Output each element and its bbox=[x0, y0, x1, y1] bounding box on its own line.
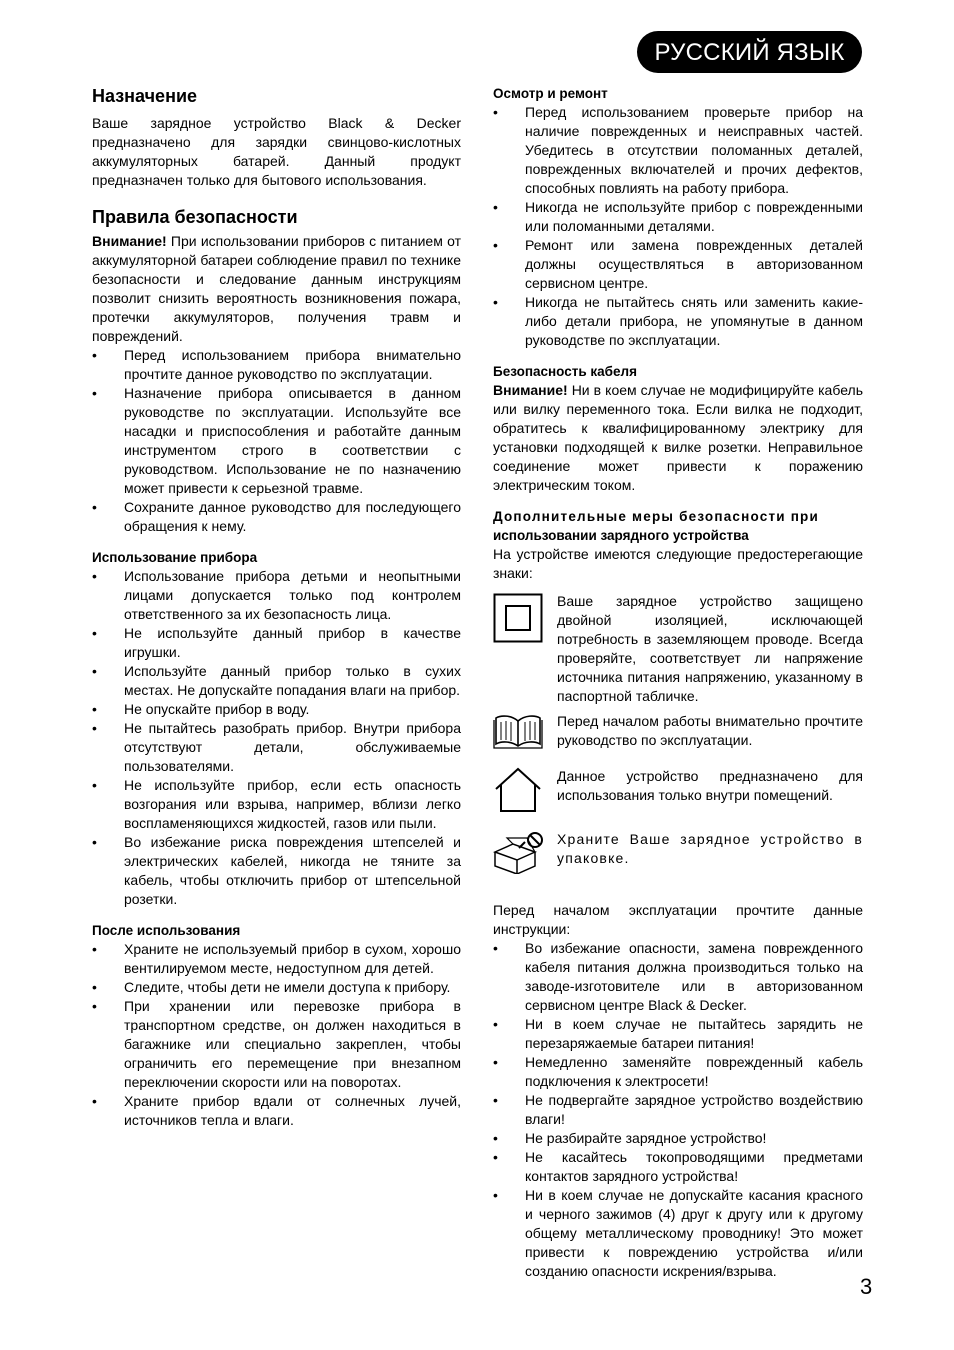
list-item: • Перед использованием проверьте прибор на наличие поврежденных и неисправных частей. Убедитесь в отсутствии поломанных деталей, поврежденных включателей и прочих дефектов, способных повлиять на работу прибора. bbox=[493, 104, 863, 196]
bullet: • bbox=[92, 777, 97, 793]
after-use-list bbox=[92, 940, 461, 1130]
read-manual-icon bbox=[493, 712, 557, 755]
inspection-heading: Осмотр и ремонт bbox=[493, 86, 608, 101]
list-item: • Сохраните данное руководство для последующего обращения к нему. bbox=[92, 499, 461, 534]
list-item: • Использование прибора детьми и неопытными лицами допускается только под контролем ответственного за их безопасность лица. bbox=[92, 568, 461, 622]
right-column bbox=[493, 84, 863, 1281]
store-in-package-icon bbox=[493, 830, 557, 879]
list-item: • Храните прибор вдали от солнечных лучей, источников тепла и влаги. bbox=[92, 1093, 461, 1128]
list-item: • При хранении или перевозке прибора в транспортном средстве, он должен находиться в багажнике или специально закреплен, чтобы ограничить его перемещение при внезапном переключении скорости или на поворотах. bbox=[92, 998, 461, 1090]
bullet: • bbox=[493, 1187, 498, 1203]
list-item: • Не подвергайте зарядное устройство воздействию влаги! bbox=[493, 1092, 863, 1127]
safety-heading: Правила безопасности bbox=[92, 207, 298, 227]
usage-list bbox=[92, 567, 461, 909]
list-item: • Ремонт или замена поврежденных деталей должны осуществляться в авторизованном сервисном центре. bbox=[493, 237, 863, 291]
list-item: • Никогда не используйте прибор с поврежденными или поломанными деталями. bbox=[493, 199, 863, 234]
symbol-text: Перед началом работы внимательно прочтите руководство по эксплуатации. bbox=[557, 713, 863, 748]
list-item: • Во избежание опасности, замена поврежденного кабеля питания должна производиться только на заводе-изготовителе или в авторизованном сервисном центре Black & Decker. bbox=[493, 940, 863, 1013]
bullet: • bbox=[92, 499, 97, 515]
bullet: • bbox=[493, 199, 498, 215]
warning-label: Внимание! bbox=[493, 382, 568, 398]
charger-heading-line2: использовании зарядного устройства bbox=[493, 528, 749, 543]
symbol-row bbox=[493, 767, 863, 818]
list-item: • Ни в коем случае не допускайте касания красного и черного зажимов (4) друг к другу или к другому общему металлическому проводнику! Это может привести к повреждению устройства и/или созданию опасности искрения/взрыва. bbox=[493, 1187, 863, 1279]
warning-text: При использовании приборов с питанием от аккумуляторной батареи соблюдение правил по технике безопасности и следование данным инструкциям позволит снизить вероятность возникновения пожара, протечки аккумуляторов, получения травм и повреждений. bbox=[92, 233, 461, 344]
list-item: • Никогда не пытайтесь снять или заменить какие-либо детали прибора, не упомянутые в данном руководстве по эксплуатации. bbox=[493, 294, 863, 348]
list-item: • Ни в коем случае не пытайтесь зарядить не перезаряжаемые батареи питания! bbox=[493, 1016, 863, 1051]
safety-list bbox=[92, 346, 461, 536]
bullet: • bbox=[92, 663, 97, 679]
bullet: • bbox=[493, 237, 498, 253]
purpose-text: Ваше зарядное устройство Black & Decker предназначено для зарядки свинцово-кислотных аккумуляторных батарей. Данный продукт предназначен только для бытового использования. bbox=[92, 115, 461, 188]
list-item: • Храните не используемый прибор в сухом, хорошо вентилируемом месте, недоступном для детей. bbox=[92, 941, 461, 976]
bullet: • bbox=[493, 1016, 498, 1032]
inspection-list bbox=[493, 103, 863, 350]
bullet: • bbox=[92, 385, 97, 401]
charger-list bbox=[493, 939, 863, 1281]
warning-label: Внимание! bbox=[92, 233, 167, 249]
after-use-heading: После использования bbox=[92, 923, 241, 938]
bullet: • bbox=[92, 347, 97, 363]
bullet: • bbox=[92, 834, 97, 850]
list-item: • Не используйте прибор, если есть опасность возгорания или взрыва, например, вблизи легко воспламеняющихся жидкостей, газов или пыли. bbox=[92, 777, 461, 831]
list-item: • Назначение прибора описывается в данном руководстве по эксплуатации. Используйте все насадки и приспособления и работайте данным инструментом строго в соответствии с руководством. Использование не по назначению может привести к серьезной травме. bbox=[92, 385, 461, 496]
symbol-row bbox=[493, 592, 863, 706]
list-item: • Немедленно заменяйте поврежденный кабель подключения к электросети! bbox=[493, 1054, 863, 1089]
symbol-text: Данное устройство предназначено для использования только внутри помещений. bbox=[557, 768, 863, 803]
bullet: • bbox=[493, 1130, 498, 1146]
usage-heading: Использование прибора bbox=[92, 550, 258, 565]
bullet: • bbox=[493, 940, 498, 956]
bullet: • bbox=[493, 1149, 498, 1165]
bullet: • bbox=[493, 1092, 498, 1108]
bullet: • bbox=[92, 720, 97, 736]
charger-heading-line1: Дополнительные меры безопасности при bbox=[493, 509, 820, 524]
cable-warning bbox=[493, 381, 863, 495]
list-item: • Используйте данный прибор только в сухих местах. Не допускайте попадания влаги на прибор. bbox=[92, 663, 461, 698]
bullet: • bbox=[92, 998, 97, 1014]
bullet: • bbox=[92, 1093, 97, 1109]
bullet: • bbox=[92, 625, 97, 641]
list-item: • Не пытайтесь разобрать прибор. Внутри прибора отсутствуют детали, обслуживаемые пользователями. bbox=[92, 720, 461, 774]
safety-warning bbox=[92, 232, 461, 346]
bullet: • bbox=[92, 568, 97, 584]
bullet: • bbox=[493, 294, 498, 310]
symbol-text: Храните Ваше зарядное устройство в упаковке. bbox=[557, 831, 863, 866]
list-item: • Перед использованием прибора внимательно прочтите данное руководство по эксплуатации. bbox=[92, 347, 461, 382]
warning-text: Ни в коем случае не модифицируйте кабель или вилку переменного тока. Если вилка не подходит, обратитесь к квалифицированному электрику для установки подходящей к вилке розетки. Неправильное соединение может привести к поражению электрическим током. bbox=[493, 382, 863, 493]
page-number: 3 bbox=[860, 1274, 873, 1299]
symbol-row bbox=[493, 712, 863, 755]
bullet: • bbox=[92, 701, 97, 717]
bullet: • bbox=[92, 941, 97, 957]
indoor-use-icon bbox=[493, 767, 557, 818]
left-column bbox=[92, 84, 461, 1130]
purpose-heading: Назначение bbox=[92, 86, 198, 106]
list-item: • Следите, чтобы дети не имели доступа к прибору. bbox=[92, 979, 451, 995]
list-item: • Не разбирайте зарядное устройство! bbox=[493, 1130, 767, 1146]
charger-intro: На устройстве имеются следующие предостерегающие знаки: bbox=[493, 546, 863, 581]
bullet: • bbox=[92, 979, 97, 995]
bullet: • bbox=[493, 104, 498, 120]
bullet: • bbox=[493, 1054, 498, 1070]
list-item: • Не опускайте прибор в воду. bbox=[92, 701, 310, 717]
before-use-text: Перед началом эксплуатации прочтите данные инструкции: bbox=[493, 902, 863, 937]
cable-heading: Безопасность кабеля bbox=[493, 364, 637, 379]
list-item: • Не касайтесь токопроводящими предметами контактов зарядного устройства! bbox=[493, 1149, 863, 1184]
symbol-text: Ваше зарядное устройство защищено двойной изоляцией, исключающей потребность в заземляющем проводе. Всегда проверяйте, соответствует ли напряжение источника питания напряжению, указанному в паспортной табличке. bbox=[557, 593, 863, 704]
list-item: • Не используйте данный прибор в качестве игрушки. bbox=[92, 625, 461, 660]
list-item: • Во избежание риска повреждения штепселей и электрических кабелей, никогда не тяните за кабель, чтобы отключить прибор от штепсельной розетки. bbox=[92, 834, 461, 907]
symbol-row bbox=[493, 830, 863, 879]
language-badge: РУССКИЙ ЯЗЫК bbox=[637, 31, 862, 73]
double-insulation-icon bbox=[493, 592, 557, 649]
